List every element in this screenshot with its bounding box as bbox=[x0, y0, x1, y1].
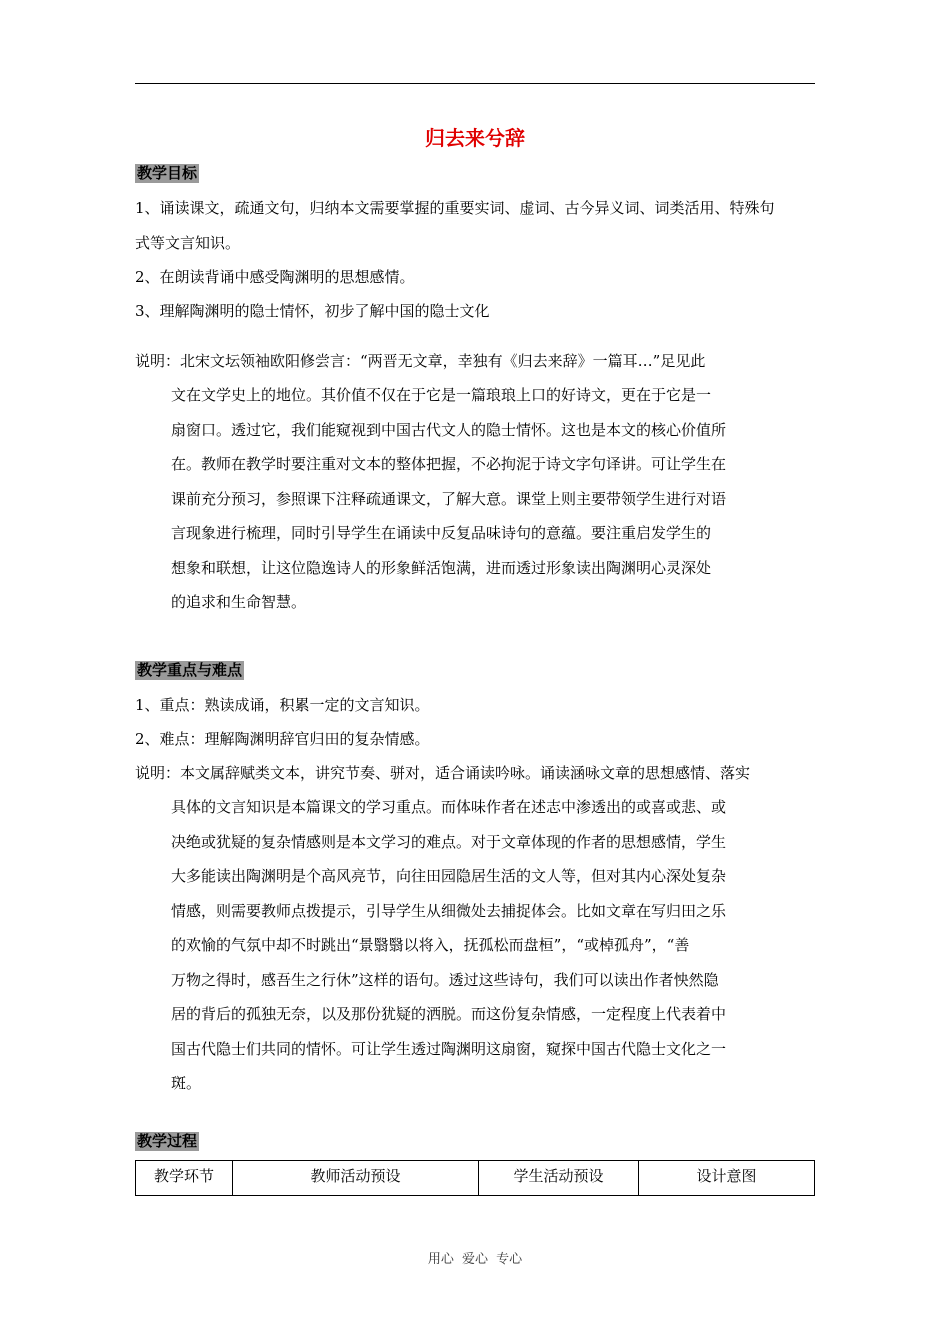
header-rule bbox=[135, 83, 815, 84]
note-line: 的追求和生命智慧。 bbox=[171, 593, 307, 611]
page-footer: 用心 爱心 专心 bbox=[427, 1252, 523, 1267]
section-heading-process: 教学过程 bbox=[137, 1132, 198, 1150]
note-line: 大多能读出陶渊明是个高风亮节，向往田园隐居生活的文人等，但对其内心深处复杂 bbox=[171, 867, 727, 885]
note-line: 情感，则需要教师点拨提示，引导学生从细微处去捕捉体会。比如文章在写归田之乐 bbox=[171, 901, 727, 920]
note-line: 文在文学史上的地位。其价值不仅在于它是一篇琅琅上口的好诗文，更在于它是一 bbox=[171, 386, 712, 404]
objective-item-3: 3、理解陶渊明的隐士情怀，初步了解中国的隐士文化 bbox=[135, 302, 490, 320]
table-header-cell: 学生活动预设 bbox=[479, 1161, 639, 1196]
table-header-cell: 教师活动预设 bbox=[233, 1161, 479, 1196]
section-heading-keypoints: 教学重点与难点 bbox=[137, 661, 243, 679]
note-line: 扇窗口。透过它，我们能窥视到中国古代文人的隐士情怀。这也是本文的核心价值所 bbox=[171, 420, 727, 439]
table-header-cell: 教学环节 bbox=[136, 1161, 233, 1196]
keypoint-item-1: 1、重点：熟读成诵，积累一定的文言知识。 bbox=[135, 696, 430, 714]
section-heading-objectives: 教学目标 bbox=[137, 164, 198, 182]
keypoint-item-2: 2、难点：理解陶渊明辞官归田的复杂情感。 bbox=[135, 730, 430, 748]
note-line: 居的背后的孤独无奈，以及那份犹疑的洒脱。而这份复杂情感，一定程度上代表着中 bbox=[171, 1005, 727, 1023]
note-line: 言现象进行梳理，同时引导学生在诵读中反复品味诗句的意蕴。要注重启发学生的 bbox=[171, 524, 712, 542]
keypoints-note bbox=[135, 763, 815, 1101]
page-title: 归去来兮辞 bbox=[425, 126, 525, 150]
objectives-note bbox=[135, 351, 815, 620]
table-header-row bbox=[136, 1161, 815, 1196]
note-line: 的欢愉的气氛中却不时跳出“景翳翳以将入，抚孤松而盘桓”，“或棹孤舟”，“善 bbox=[171, 936, 690, 954]
objective-item-2: 2、在朗读背诵中感受陶渊明的思想感情。 bbox=[135, 268, 415, 286]
table-header-cell: 设计意图 bbox=[639, 1161, 815, 1196]
note-line: 想象和联想，让这位隐逸诗人的形象鲜活饱满，进而透过形象读出陶渊明心灵深处 bbox=[171, 558, 712, 577]
note-line: 具体的文言知识是本篇课文的学习重点。而体味作者在述志中渗透出的或喜或悲、或 bbox=[171, 798, 727, 816]
note-line: 国古代隐士们共同的情怀。可让学生透过陶渊明这扇窗，窥探中国古代隐士文化之一 bbox=[171, 1039, 727, 1058]
objective-item-1-cont: 式等文言知识。 bbox=[135, 234, 241, 252]
note-first-line: 说明：北宋文坛领袖欧阳修尝言：“两晋无文章，幸独有《归去来辞》一篇耳…”足见此 bbox=[135, 352, 706, 370]
note-first-line: 说明：本文属辞赋类文本，讲究节奏、骈对，适合诵读吟咏。诵读涵咏文章的思想感情、落实 bbox=[135, 764, 751, 782]
note-line: 斑。 bbox=[171, 1074, 202, 1092]
note-line: 万物之得时，感吾生之行休”这样的语句。透过这些诗句，我们可以读出作者怏然隐 bbox=[171, 970, 719, 989]
note-line: 决绝或犹疑的复杂情感则是本文学习的难点。对于文章体现的作者的思想感情，学生 bbox=[171, 832, 727, 851]
process-table bbox=[135, 1160, 815, 1196]
note-line: 在。教师在教学时要注重对文本的整体把握，不必拘泥于诗文字句译讲。可让学生在 bbox=[171, 455, 727, 473]
objective-item-1: 1、诵读课文，疏通文句，归纳本文需要掌握的重要实词、虚词、古今异义词、词类活用、特殊句 bbox=[135, 199, 775, 217]
note-line: 课前充分预习，参照课下注释疏通课文，了解大意。课堂上则主要带领学生进行对语 bbox=[171, 489, 727, 508]
